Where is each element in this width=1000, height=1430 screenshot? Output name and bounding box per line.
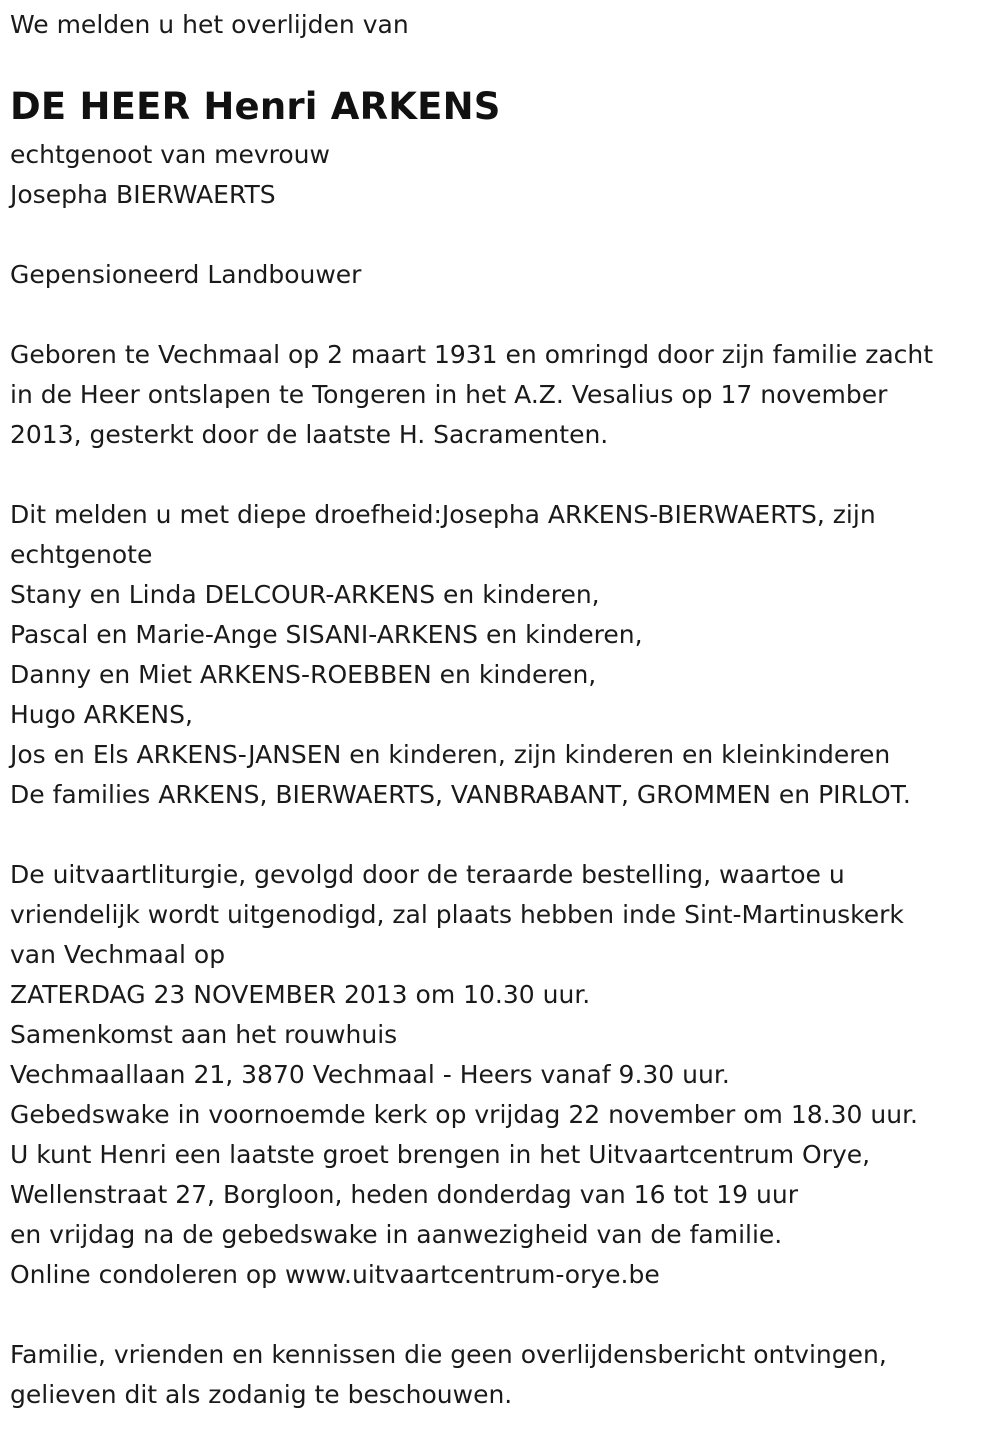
family-line: De families ARKENS, BIERWAERTS, VANBRABANT, GROMMEN en PIRLOT. <box>10 780 911 809</box>
family-line: echtgenote <box>10 540 153 569</box>
funeral-address-line: Vechmaallaan 21, 3870 Vechmaal - Heers vanaf 9.30 uur. <box>10 1060 730 1089</box>
closing-line: Familie, vrienden en kennissen die geen overlijdensbericht ontvingen, <box>10 1340 887 1369</box>
family-line: Stany en Linda DELCOUR-ARKENS en kinderen, <box>10 580 600 609</box>
spacer <box>10 1295 995 1335</box>
family-line: Hugo ARKENS, <box>10 700 193 729</box>
closing-line: gelieven dit als zodanig te beschouwen. <box>10 1380 513 1409</box>
funeral-line: Wellenstraat 27, Borgloon, heden donderdag van 16 tot 19 uur <box>10 1180 798 1209</box>
deceased-name: DE HEER Henri ARKENS <box>10 85 501 128</box>
funeral-line: Samenkomst aan het rouwhuis <box>10 1020 398 1049</box>
funeral-line: Gebedswake in voornoemde kerk op vrijdag 22 november om 18.30 uur. <box>10 1100 918 1129</box>
spouse-line: Josepha BIERWAERTS <box>10 180 276 209</box>
funeral-line: De uitvaartliturgie, gevolgd door de teraarde bestelling, waartoe u <box>10 860 845 889</box>
spacer <box>10 295 995 335</box>
birth-death-line: in de Heer ontslapen te Tongeren in het A.Z. Vesalius op 17 november <box>10 380 888 409</box>
spouse-line: echtgenoot van mevrouw <box>10 140 330 169</box>
profession: Gepensioneerd Landbouwer <box>10 260 362 289</box>
funeral-line: van Vechmaal op <box>10 940 226 969</box>
spacer <box>10 815 995 855</box>
funeral-line: vriendelijk wordt uitgenodigd, zal plaats hebben inde Sint-Martinuskerk <box>10 900 904 929</box>
family-line: Pascal en Marie-Ange SISANI-ARKENS en kinderen, <box>10 620 643 649</box>
funeral-line: U kunt Henri een laatste groet brengen in het Uitvaartcentrum Orye, <box>10 1140 871 1169</box>
family-line: Dit melden u met diepe droefheid:Josepha ARKENS-BIERWAERTS, zijn <box>10 500 876 529</box>
family-line: Jos en Els ARKENS-JANSEN en kinderen, zijn kinderen en kleinkinderen <box>10 740 891 769</box>
funeral-date-line: ZATERDAG 23 NOVEMBER 2013 om 10.30 uur. <box>10 980 591 1009</box>
family-line: Danny en Miet ARKENS-ROEBBEN en kinderen, <box>10 660 597 689</box>
spacer <box>10 455 995 495</box>
funeral-line: en vrijdag na de gebedswake in aanwezigheid van de familie. <box>10 1220 783 1249</box>
death-notice <box>10 5 995 1415</box>
birth-death-line: 2013, gesterkt door de laatste H. Sacramenten. <box>10 420 609 449</box>
condolence-line: Online condoleren op www.uitvaartcentrum-orye.be <box>10 1260 660 1289</box>
spacer <box>10 215 995 255</box>
birth-death-line: Geboren te Vechmaal op 2 maart 1931 en omringd door zijn familie zacht <box>10 340 934 369</box>
intro-text: We melden u het overlijden van <box>10 10 409 39</box>
